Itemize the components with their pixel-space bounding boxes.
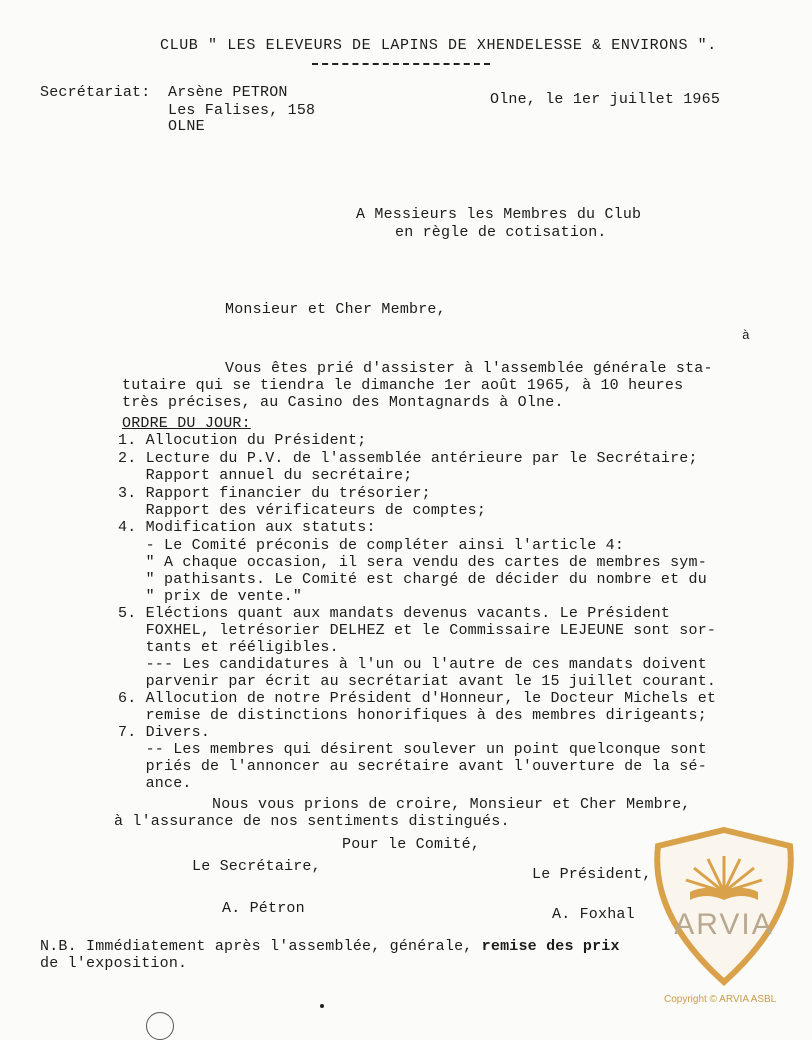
agenda-line: ance. xyxy=(118,775,192,792)
arvia-logo xyxy=(648,826,800,986)
logo-text: ARVIA xyxy=(674,908,774,941)
secretariat-name: Arsène PETRON xyxy=(168,84,288,101)
pour-le-comite: Pour le Comité, xyxy=(342,836,481,853)
agenda-line: remise de distinctions honorifiques à des membres dirigeants; xyxy=(118,707,707,724)
agenda-line: - Le Comité préconis de compléter ainsi l'article 4: xyxy=(118,537,625,554)
agenda-line: " prix de vente." xyxy=(118,588,303,605)
secretary-name: A. Pétron xyxy=(222,900,305,917)
date-line: Olne, le 1er juillet 1965 xyxy=(490,91,721,108)
agenda-heading: ORDRE DU JOUR: xyxy=(122,415,251,432)
agenda-line: parvenir par écrit au secrétariat avant le 15 juillet courant. xyxy=(118,673,717,690)
agenda-line: " A chaque occasion, il sera vendu des cartes de membres sym- xyxy=(118,554,707,571)
nb-text: N.B. Immédiatement après l'assemblée, générale, xyxy=(40,938,482,955)
agenda-line: 6. Allocution de notre Président d'Honneur, le Docteur Michels et xyxy=(118,690,717,707)
addressee-line-2: en règle de cotisation. xyxy=(395,224,607,241)
nb-line-2: de l'exposition. xyxy=(40,955,188,972)
intro-line: très précises, au Casino des Montagnards à Olne. xyxy=(122,394,564,411)
agenda-line: 4. Modification aux statuts: xyxy=(118,519,376,536)
salutation: Monsieur et Cher Membre, xyxy=(225,301,446,318)
agenda-line: Rapport des vérificateurs de comptes; xyxy=(118,502,487,519)
closing-line-2: à l'assurance de nos sentiments distingués. xyxy=(114,813,510,830)
agenda-line: 3. Rapport financier du trésorier; xyxy=(118,485,431,502)
paper-speck xyxy=(320,1004,324,1008)
president-title: Le Président, xyxy=(532,866,652,883)
agenda-line: 1. Allocution du Président; xyxy=(118,432,367,449)
agenda-line: -- Les membres qui désirent soulever un point quelconque sont xyxy=(118,741,707,758)
punch-hole-mark xyxy=(146,1012,174,1040)
title-underline xyxy=(312,63,490,65)
agenda-line: 7. Divers. xyxy=(118,724,211,741)
secretary-title: Le Secrétaire, xyxy=(192,858,321,875)
secretariat-town: OLNE xyxy=(168,118,205,135)
agenda-line: priés de l'annoncer au secrétaire avant l'ouverture de la sé- xyxy=(118,758,707,775)
secretariat-street: Les Falises, 158 xyxy=(168,102,316,119)
closing-line-1: Nous vous prions de croire, Monsieur et Cher Membre, xyxy=(212,796,691,813)
agenda-line: FOXHEL, letrésorier DELHEZ et le Commissaire LEJEUNE sont sor- xyxy=(118,622,717,639)
president-name: A. Foxhal xyxy=(552,906,635,923)
shield-icon xyxy=(657,830,791,982)
agenda-line: Rapport annuel du secrétaire; xyxy=(118,467,413,484)
stray-mark: à xyxy=(742,328,751,343)
arvia-watermark xyxy=(648,826,800,986)
agenda-line: tants et rééligibles. xyxy=(118,639,339,656)
copyright-notice: Copyright © ARVIA ASBL xyxy=(664,994,777,1005)
agenda-line: 5. Eléctions quant aux mandats devenus vacants. Le Président xyxy=(118,605,671,622)
club-title: CLUB " LES ELEVEURS DE LAPINS DE XHENDELESSE & ENVIRONS ". xyxy=(160,37,717,54)
agenda-line: --- Les candidatures à l'un ou l'autre de ces mandats doivent xyxy=(118,656,707,673)
intro-line: Vous êtes prié d'assister à l'assemblée générale sta- xyxy=(225,360,713,377)
nb-line-1 xyxy=(40,938,620,955)
nb-bold-text: remise des prix xyxy=(481,938,620,955)
addressee-line-1: A Messieurs les Membres du Club xyxy=(356,206,642,223)
agenda-line: 2. Lecture du P.V. de l'assemblée antérieure par le Secrétaire; xyxy=(118,450,698,467)
agenda-line: " pathisants. Le Comité est chargé de décider du nombre et du xyxy=(118,571,707,588)
secretariat-label: Secrétariat: xyxy=(40,84,151,101)
intro-line: tutaire qui se tiendra le dimanche 1er août 1965, à 10 heures xyxy=(122,377,684,394)
